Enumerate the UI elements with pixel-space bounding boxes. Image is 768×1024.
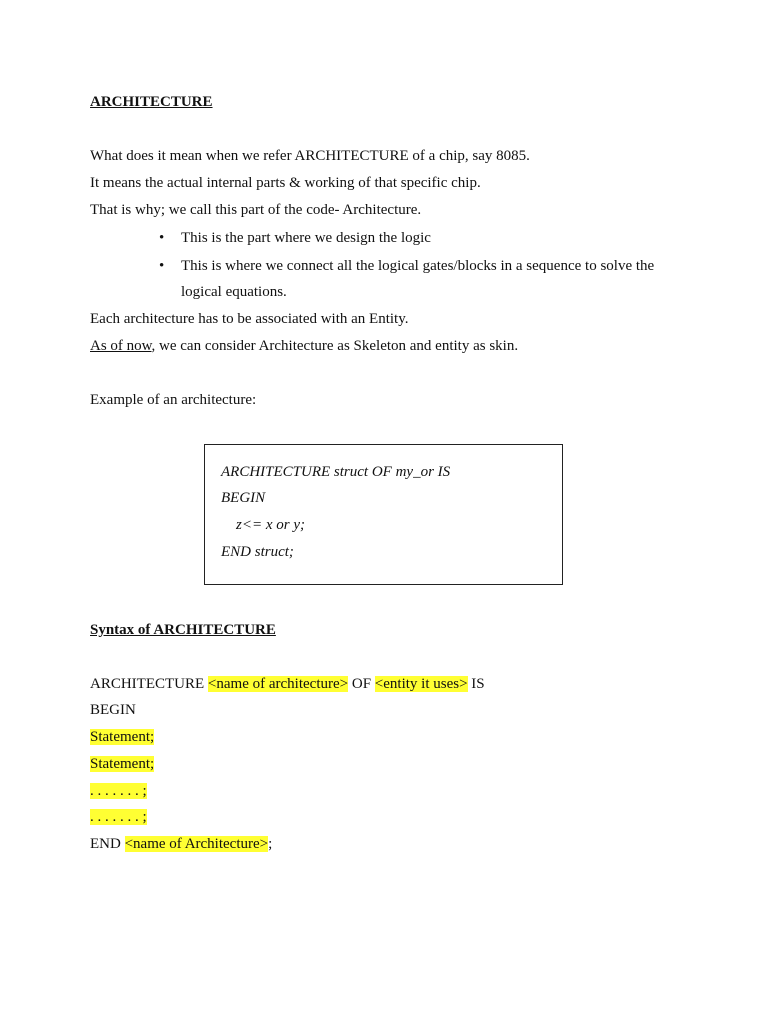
section-heading: ARCHITECTURE — [90, 94, 213, 110]
syntax-statement-row — [90, 755, 154, 773]
code-line: BEGIN — [221, 490, 266, 506]
syntax-keyword: IS — [467, 676, 485, 692]
syntax-placeholder: <name of Architecture> — [124, 836, 269, 852]
paragraph-line: Each architecture has to be associated with an Entity. — [90, 311, 409, 327]
syntax-statement: Statement; — [90, 729, 155, 745]
syntax-keyword: END — [90, 836, 125, 852]
bullet-item: This is the part where we design the logic — [181, 230, 431, 246]
sentence-rest: , we can consider Architecture as Skeleton and entity as skin. — [151, 338, 519, 354]
syntax-keyword: OF — [348, 676, 375, 692]
syntax-heading: Syntax of ARCHITECTURE — [90, 622, 276, 638]
bullet-icon: • — [159, 258, 165, 274]
syntax-keyword: ARCHITECTURE — [90, 676, 208, 692]
syntax-ellipsis: . . . . . . . ; — [90, 783, 147, 799]
code-line: END struct; — [221, 544, 294, 560]
syntax-keyword: ; — [268, 836, 273, 852]
bullet-item: This is where we connect all the logical gates/blocks in a sequence to solve the — [181, 258, 655, 274]
syntax-line — [90, 675, 485, 693]
code-line: ARCHITECTURE struct OF my_or IS — [221, 464, 451, 480]
bullet-icon: • — [159, 230, 165, 246]
syntax-statement-row — [90, 808, 147, 826]
code-line: z<= x or y; — [236, 517, 305, 533]
syntax-statement-row — [90, 782, 147, 800]
syntax-begin: BEGIN — [90, 702, 136, 718]
paragraph-line: It means the actual internal parts & working of that specific chip. — [90, 175, 481, 191]
underlined-phrase: As of now — [90, 338, 152, 354]
paragraph-line — [90, 337, 518, 355]
bullet-item-continuation: logical equations. — [181, 284, 287, 300]
syntax-statement: Statement; — [90, 756, 155, 772]
syntax-statement-row — [90, 728, 154, 746]
paragraph-line: That is why; we call this part of the code- Architecture. — [90, 202, 422, 218]
syntax-placeholder: <name of architecture> — [207, 676, 349, 692]
paragraph-line: What does it mean when we refer ARCHITECTURE of a chip, say 8085. — [90, 148, 530, 164]
example-intro: Example of an architecture: — [90, 392, 257, 408]
code-example-box — [204, 444, 563, 585]
syntax-end — [90, 835, 272, 853]
syntax-ellipsis: . . . . . . . ; — [90, 809, 147, 825]
syntax-placeholder: <entity it uses> — [374, 676, 468, 692]
